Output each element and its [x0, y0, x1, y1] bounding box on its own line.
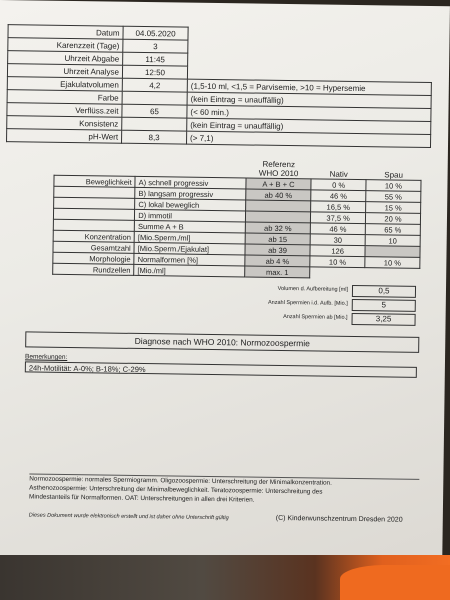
row-note: (> 7,1) — [187, 131, 431, 147]
footnote-line: Normozoospermie: normales Spermiogramm. Oligozoospermie: Unterschreitung der Minimalkonzentration. — [29, 475, 332, 487]
row-spau: 55 % — [366, 191, 421, 203]
remarks-label: Bemerkungen: — [24, 353, 68, 361]
row-ref: ab 40 % — [246, 189, 312, 201]
row-spau — [365, 246, 420, 258]
row-label: Verflüss.zeit — [7, 103, 122, 118]
row-nativ: 30 — [310, 234, 365, 246]
prep-sperm-value: 3,25 — [351, 313, 415, 326]
disclaimer: Dieses Dokument wurde elektronisch erstellt und ist daher ohne Unterschrift gültig — [28, 512, 229, 522]
row-spau: 20 % — [365, 213, 420, 225]
row-desc: [Mio.Sperm./ml] — [134, 231, 245, 244]
row-note: (kein Eintrag = unauffällig) — [187, 92, 431, 108]
row-value: 65 — [122, 104, 187, 118]
row-ref: ab 39 — [245, 244, 311, 256]
row-value: 4,2 — [122, 78, 187, 92]
row-spau — [365, 268, 420, 280]
row-ref: ab 4 % — [245, 255, 311, 267]
prep-count-label: Anzahl Spermien i.d. Aufb. [Mio.] — [267, 299, 348, 307]
row-label: Ejakulatvolumen — [7, 77, 122, 92]
row-desc: [Mio./ml] — [134, 264, 245, 277]
prep-volume-label: Volumen d. Aufbereitung [ml] — [277, 285, 349, 293]
row-desc: D) immotil — [135, 209, 246, 222]
copyright: (C) Kinderwunschzentrum Dresden 2020 — [275, 514, 403, 524]
header-spau: Spau — [384, 170, 404, 180]
row-label: Rundzellen — [53, 263, 134, 275]
row-spau: 10 % — [365, 257, 420, 269]
row-value: 3 — [123, 39, 188, 53]
prep-sperm-label: Anzahl Spermien ab [Mio.] — [283, 313, 348, 321]
row-label: Uhrzeit Analyse — [7, 64, 122, 79]
row-label: Konsistenz — [7, 116, 122, 131]
row-value: 04.05.2020 — [123, 26, 188, 40]
prep-volume-value: 0,5 — [352, 285, 416, 298]
row-value: 11:45 — [123, 52, 188, 66]
row-label: Gesamtzahl — [53, 241, 134, 253]
row-nativ: 16,5 % — [311, 201, 366, 213]
footnote-line: Mindestanteils für Normalformen. OAT: Unterschreitungen in allen drei Kriterien. — [29, 493, 255, 504]
row-ref: ab 15 — [245, 233, 311, 245]
row-desc: Normalformen [%] — [134, 253, 245, 266]
row-label: Datum — [8, 25, 123, 40]
row-label: Beweglichkeit — [54, 175, 135, 187]
row-label: Konzentration — [53, 230, 134, 242]
header-reference — [246, 159, 312, 178]
row-value — [122, 117, 187, 131]
row-ref: ab 32 % — [245, 222, 311, 234]
row-nativ: 46 % — [311, 190, 366, 202]
header-reference-label: Referenz — [262, 159, 296, 170]
row-nativ: 46 % — [310, 223, 365, 235]
header-who-label: WHO 2010 — [258, 168, 299, 179]
row-ref — [245, 211, 311, 223]
row-note: (< 60 min.) — [187, 105, 431, 121]
row-desc: B) langsam progressiv — [135, 187, 246, 200]
row-label: Morphologie — [53, 252, 134, 264]
diagnosis-box: Diagnose nach WHO 2010: Normozoospermie — [25, 331, 419, 352]
row-label: Uhrzeit Abgabe — [8, 51, 123, 66]
row-nativ: 10 % — [310, 256, 365, 268]
row-label: Karenzzeit (Tage) — [8, 38, 123, 53]
row-ref — [245, 200, 311, 212]
row-value: 12:50 — [122, 65, 187, 79]
prep-count-value: 5 — [352, 299, 416, 312]
row-nativ: 37,5 % — [311, 212, 366, 224]
row-spau: 10 — [365, 235, 420, 247]
row-nativ: 0 % — [311, 179, 366, 191]
row-desc: Summe A + B — [135, 220, 246, 233]
row-note: (1,5-10 ml, <1,5 = Parvisemie, >10 = Hypersemie — [187, 79, 431, 95]
row-spau: 65 % — [365, 224, 420, 236]
row-spau: 15 % — [366, 202, 421, 214]
row-label: Farbe — [7, 90, 122, 105]
row-value — [122, 91, 187, 105]
row-desc: A) schnell progressiv — [135, 176, 246, 189]
background-surface — [0, 555, 450, 600]
row-ref: max. 1 — [245, 266, 311, 278]
remarks-box: 24h-Motilität: A-0%; B-18%; C-29% — [25, 361, 417, 377]
row-nativ — [310, 267, 365, 279]
row-spau: 10 % — [366, 180, 421, 192]
row-note: (kein Eintrag = unauffällig) — [187, 118, 431, 134]
row-value: 8,3 — [122, 130, 187, 144]
row-label: pH-Wert — [7, 129, 122, 144]
basic-parameters-table — [6, 24, 433, 148]
row-ref: A + B + C — [246, 178, 312, 190]
row-nativ: 126 — [310, 245, 365, 257]
footnote-line: Asthenozoospermie: Unterschreitung der Minimalbeweglichkeit. Teratozoospermie: Unterschreitung des — [29, 484, 323, 496]
row-desc: C) lokal beweglich — [135, 198, 246, 211]
row-desc: [Mio.Sperm./Ejakulat] — [134, 242, 245, 255]
orange-object — [340, 565, 450, 600]
header-nativ: Nativ — [329, 169, 348, 179]
semen-analysis-table — [52, 157, 422, 280]
